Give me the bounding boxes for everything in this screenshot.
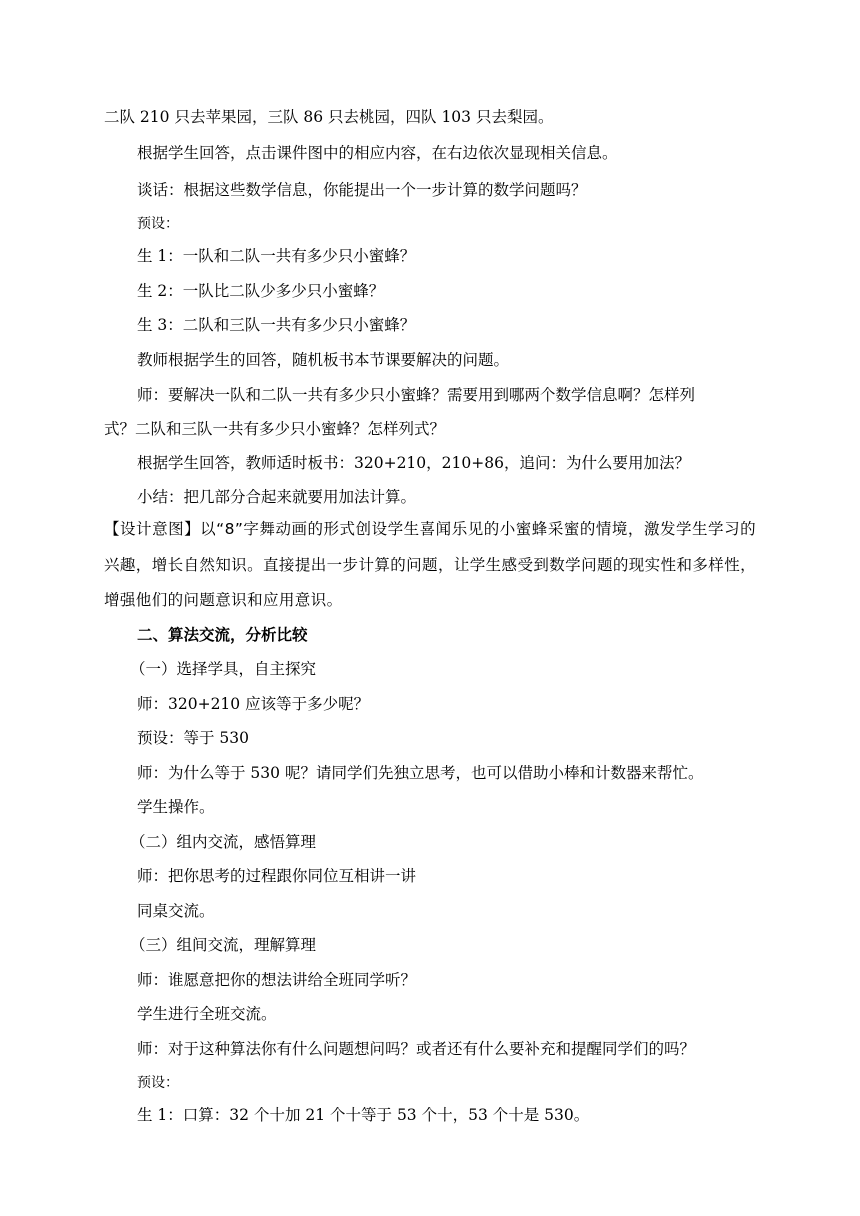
text-line: 生 1：口算：32 个十加 21 个十等于 53 个十，53 个十是 530。 xyxy=(137,1106,590,1124)
text-line: 预设： xyxy=(137,216,179,232)
text-line: 师：320+210 应该等于多少呢？ xyxy=(137,695,370,713)
text-line: 预设：等于 530 xyxy=(137,729,250,747)
design-intent-paragraph: 【设计意图】以“8”字舞动画的形式创设学生喜闻乐见的小蜜蜂采蜜的情境，激发学生学习的兴趣，增长自然知识。直接提出一步计算的问题，让学生感受到数学问题的现实性和多样性，增强他们的问题意识和应用意识。 xyxy=(104,520,756,609)
text-line: 根据学生回答，点击课件图中的相应内容，在右边依次显现相关信息。 xyxy=(137,144,618,162)
text-line: 学生操作。 xyxy=(137,798,215,816)
text-line: 学生进行全班交流。 xyxy=(137,1005,277,1023)
text-line: 根据学生回答，教师适时板书：320+210，210+86，追问：为什么要用加法？ xyxy=(137,454,690,472)
subsection-heading: （二）组内交流，感悟算理 xyxy=(130,833,317,851)
text-line: 预设： xyxy=(137,1075,179,1091)
text-line: 小结：把几部分合起来就要用加法计算。 xyxy=(137,488,417,506)
text-line: 教师根据学生的回答，随机板书本节课要解决的问题。 xyxy=(137,351,510,369)
text-line: 生 2：一队比二队少多少只小蜜蜂？ xyxy=(137,282,385,300)
text-line: 谈话：根据这些数学信息，你能提出一个一步计算的数学问题吗？ xyxy=(137,181,587,199)
text-line: 生 3：二队和三队一共有多少只小蜜蜂？ xyxy=(137,316,416,334)
text-line: 师：为什么等于 530 呢？请同学们先独立思考，也可以借助小棒和计数器来帮忙。 xyxy=(137,764,704,782)
section-heading: 二、算法交流，分析比较 xyxy=(137,625,308,644)
text-line: 同桌交流。 xyxy=(137,902,215,920)
text-line: 师：要解决一队和二队一共有多少只小蜜蜂？需要用到哪两个数学信息啊？怎样列 xyxy=(137,386,696,404)
text-line: 生 1：一队和二队一共有多少只小蜜蜂？ xyxy=(137,247,416,265)
text-line: 师：谁愿意把你的想法讲给全班同学听？ xyxy=(137,971,417,989)
text-line: 师：把你思考的过程跟你同位互相讲一讲 xyxy=(137,867,417,885)
subsection-heading: （三）组间交流，理解算理 xyxy=(130,936,317,954)
subsection-heading: （一）选择学具，自主探究 xyxy=(130,660,317,678)
text-line: 二队 210 只去苹果园，三队 86 只去桃园，四队 103 只去梨园。 xyxy=(104,108,554,126)
text-line: 式？二队和三队一共有多少只小蜜蜂？怎样列式？ xyxy=(104,420,446,438)
text-line: 师：对于这种算法你有什么问题想问吗？或者还有什么要补充和提醒同学们的吗？ xyxy=(137,1040,696,1058)
